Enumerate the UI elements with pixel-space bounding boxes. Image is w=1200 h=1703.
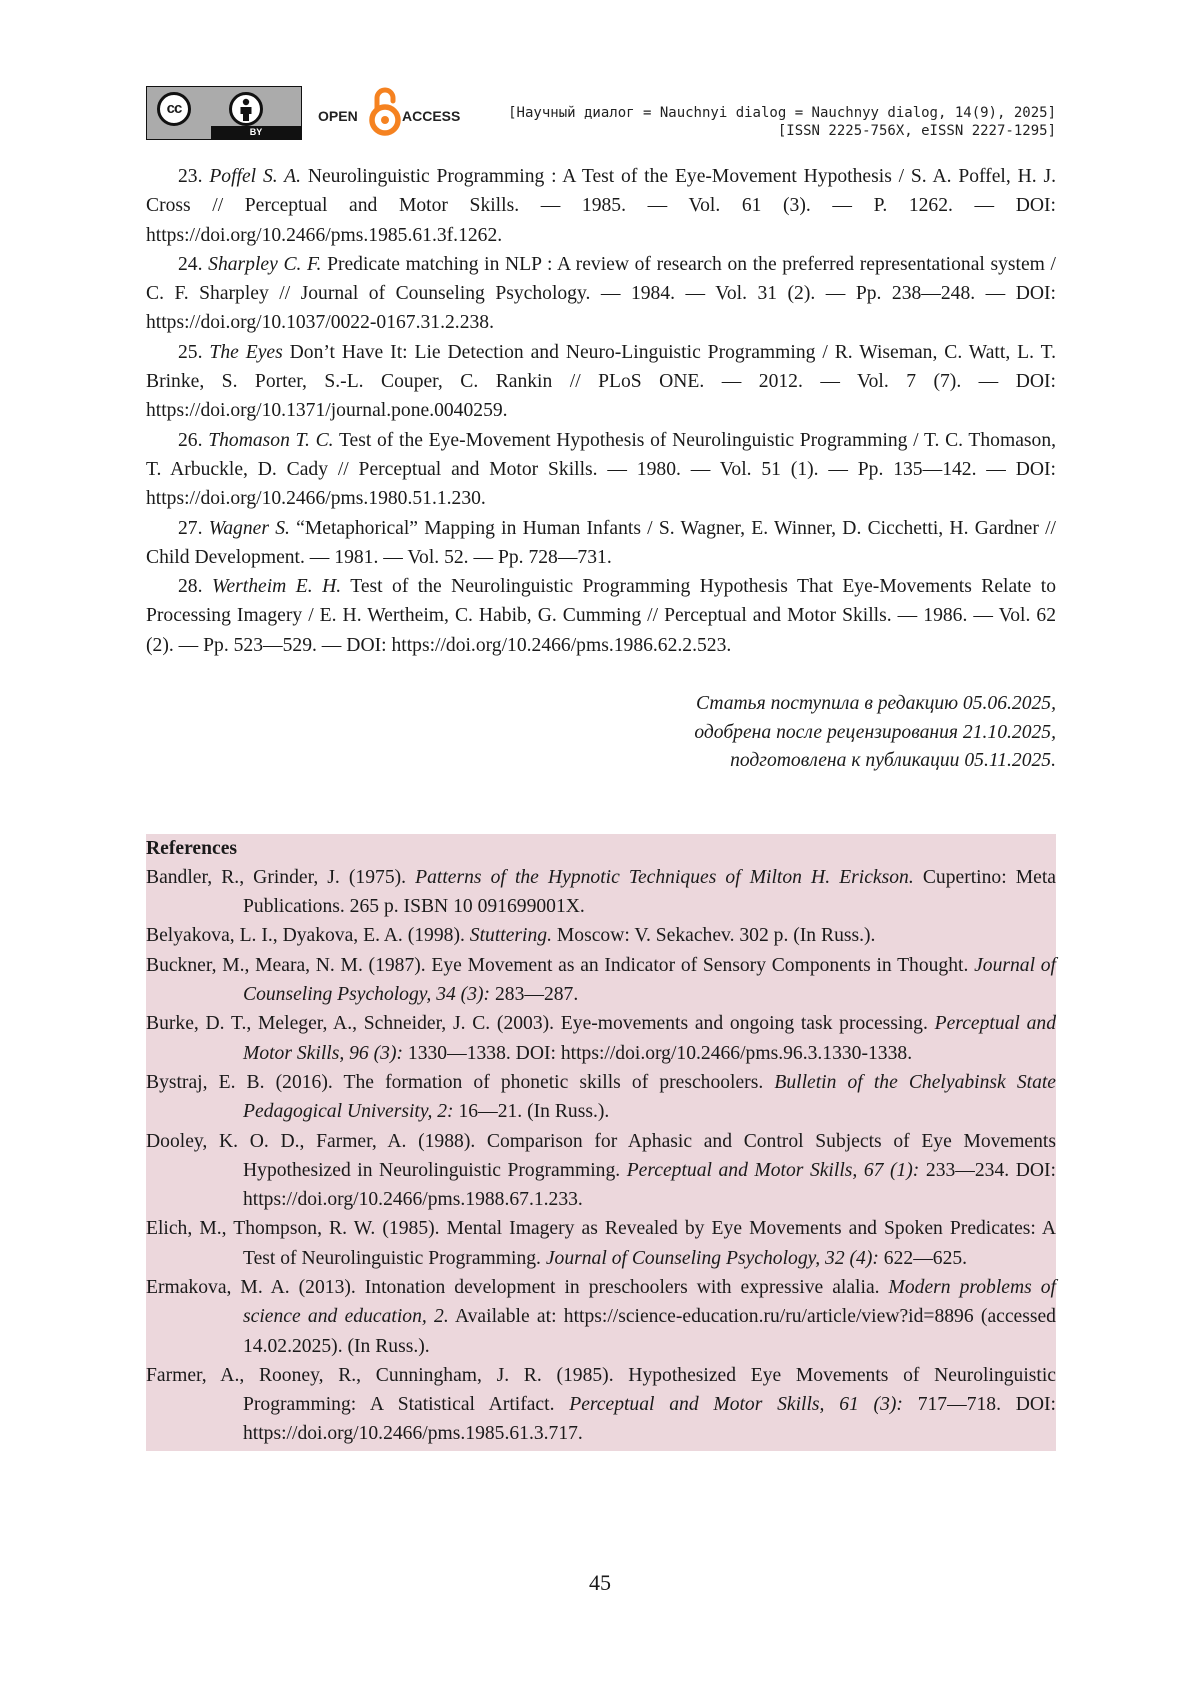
open-access-open-text: OPEN <box>318 108 358 124</box>
ref-source: Perceptual and Motor Skills, 67 (1): <box>626 1159 920 1181</box>
ref-text: Ermakova, M. A. (2013). Intonation development in preschoolers with expressive alalia. <box>146 1277 880 1298</box>
reference-item <box>146 1068 1056 1127</box>
entry-details: Predicate matching in NLP : A review of research on the preferred representational system / C. F. Sharpley // Journal of Counseling Psychology. — 1984. — Vol. 31 (2). — Pp. 238—248. — DOI: https://doi.org/10.1037/0022-0167.31.2.238. <box>146 253 1057 334</box>
entry-author: Wertheim E. H. <box>211 576 342 598</box>
bibliography-entry <box>146 426 1056 514</box>
journal-title-line: [Научный диалог = Nauchnyi dialog = Nauchnyy dialog, 14(9), 2025] <box>508 105 1056 121</box>
references-heading: References <box>146 837 238 859</box>
reference-item <box>146 1273 1056 1361</box>
reference-item <box>146 951 1056 1010</box>
ref-details: Moscow: V. Sekachev. 302 p. (In Russ.). <box>556 925 876 947</box>
reference-item <box>146 921 1056 950</box>
cc-by-license-badge[interactable] <box>146 86 302 140</box>
bibliography-entry <box>146 338 1056 426</box>
received-date: Статья поступила в редакцию 05.06.2025, <box>696 693 1056 715</box>
bibliography-entry <box>146 572 1056 660</box>
creative-commons-icon: cc <box>157 92 191 126</box>
ref-details: 233—234. DOI: https://doi.org/10.2466/pms.1988.67.1.233. <box>243 1159 1056 1211</box>
entry-details: Don’t Have It: Lie Detection and Neuro-Linguistic Programming / R. Wiseman, C. Watt, L. T. Brinke, S. Porter, S.-L. Couper, C. Rankin // PLoS ONE. — 2012. — Vol. 7 (7). — DOI: https://doi.org/10.1371/journal.pone.0040259. <box>146 341 1056 422</box>
page-header <box>146 84 1056 142</box>
entry-number: 24. <box>178 253 203 275</box>
ref-text: Farmer, A., Rooney, R., Cunningham, J. R. (1985). Hypothesized Eye Movements of Neurolinguistic Programming: A Statistical Artifact. <box>146 1364 1056 1416</box>
ref-details: 16—21. (In Russ.). <box>458 1101 610 1123</box>
entry-number: 26. <box>178 429 203 451</box>
ref-text: Burke, D. T., Meleger, A., Schneider, J. C. (2003). Eye-movements and ongoing task processing. <box>146 1013 928 1035</box>
entry-author: Thomason T. C. <box>208 429 334 451</box>
attribution-person-icon <box>229 92 263 126</box>
page-number: 45 <box>589 1570 611 1595</box>
ref-details: 283—287. <box>494 984 579 1006</box>
reference-item <box>146 863 1056 922</box>
entry-details: Test of the Neurolinguistic Programming Hypothesis That Eye-Movements Relate to Processing Imagery / E. H. Wertheim, C. Habib, G. Cumming // Perceptual and Motor Skills. — 1986. — Vol. 62 (2). — Pp. 523—529. — DOI: https://doi.org/10.2466/pms.1986.62.2.523. <box>146 576 1057 656</box>
ref-source: Perceptual and Motor Skills, 96 (3): <box>243 1013 1056 1064</box>
ref-text: Bystraj, E. B. (2016). The formation of phonetic skills of preschoolers. <box>146 1071 764 1093</box>
editorial-dates <box>146 690 1056 776</box>
entry-number: 25. <box>178 341 203 363</box>
journal-citation <box>508 104 1056 140</box>
entry-author: Wagner S. <box>208 517 290 539</box>
open-access-access-text: ACCESS <box>402 108 461 124</box>
entry-number: 23. <box>178 166 203 187</box>
ref-details: 717—718. DOI: https://doi.org/10.2466/pms.1985.61.3.717. <box>243 1394 1056 1445</box>
ref-text: Bandler, R., Grinder, J. (1975). <box>146 866 407 888</box>
open-lock-icon <box>368 86 402 138</box>
by-label: BY <box>249 127 263 137</box>
reference-item <box>146 1127 1056 1215</box>
ref-source: Stuttering. <box>469 925 552 947</box>
ref-text: Elich, M., Thompson, R. W. (1985). Mental Imagery as Revealed by Eye Movements and Spoken Predicates: A Test of Neurolinguistic Programming. <box>146 1218 1056 1269</box>
bibliography-entry <box>146 162 1056 250</box>
bibliography-list <box>146 162 1056 660</box>
reference-item <box>146 1361 1056 1449</box>
ref-source: Bulletin of the Chelyabinsk State Pedagogical University, 2: <box>243 1071 1057 1123</box>
bibliography-entry <box>146 514 1056 573</box>
ref-details: Cupertino: Meta Publications. 265 p. ISBN 10 091699001X. <box>243 866 1056 918</box>
ref-source: Journal of Counseling Psychology, 34 (3): <box>243 954 1056 1006</box>
ref-text: Buckner, M., Meara, N. M. (1987). Eye Movement as an Indicator of Sensory Components in Thought. <box>146 954 969 976</box>
approved-date: одобрена после рецензирования 21.10.2025, <box>694 721 1056 743</box>
reference-item <box>146 1009 1056 1068</box>
ref-source: Modern problems of science and education, 2. <box>243 1277 1056 1328</box>
entry-details: “Metaphorical” Mapping in Human Infants / S. Wagner, E. Winner, D. Cicchetti, H. Gardner // Child Development. — 1981. — Vol. 52. — Pp. 728—731. <box>146 517 1056 568</box>
ref-details: 1330—1338. DOI: https://doi.org/10.2466/pms.96.3.1330-1338. <box>407 1042 913 1064</box>
ref-details: 622—625. <box>883 1247 968 1269</box>
references-section <box>146 834 1056 1451</box>
entry-number: 27. <box>178 517 203 539</box>
bibliography-entry <box>146 250 1056 338</box>
ref-text: Dooley, K. O. D., Farmer, A. (1988). Comparison for Aphasic and Control Subjects of Eye Movements Hypothesized in Neurolinguistic Programming. <box>146 1130 1056 1181</box>
entry-author: Sharpley C. F. <box>208 253 322 275</box>
ref-source: Patterns of the Hypnotic Techniques of Milton H. Erickson. <box>415 866 914 888</box>
entry-number: 28. <box>178 576 203 598</box>
entry-author: Poffel S. A. <box>209 166 301 187</box>
ref-source: Journal of Counseling Psychology, 32 (4): <box>545 1247 879 1269</box>
reference-item <box>146 1214 1056 1273</box>
entry-author: The Eyes <box>209 341 283 363</box>
ref-source: Perceptual and Motor Skills, 61 (3): <box>569 1394 903 1416</box>
entry-details: Neurolinguistic Programming : A Test of the Eye-Movement Hypothesis / S. A. Poffel, H. J. Cross // Perceptual and Motor Skills. — 1985. — Vol. 61 (3). — P. 1262. — DOI: https://doi.org/10.2466/pms.1985.61.3f.1262. <box>146 166 1056 246</box>
page-content <box>146 84 1056 1451</box>
entry-details: Test of the Eye-Movement Hypothesis of Neurolinguistic Programming / T. C. Thomason, T. Arbuckle, D. Cady // Perceptual and Motor Skills. — 1980. — Vol. 51 (1). — Pp. 135—142. — DOI: https://doi.org/10.2466/pms.1980.51.1.230. <box>146 429 1057 510</box>
ref-text: Belyakova, L. I., Dyakova, E. A. (1998). <box>146 925 465 947</box>
ref-details: Available at: https://science-education.ru/ru/article/view?id=8896 (accessed 14.02.2025). (In Russ.). <box>243 1306 1056 1357</box>
open-access-logo[interactable] <box>318 86 478 140</box>
issn-line: [ISSN 2225-756X, eISSN 2227-1295] <box>777 123 1056 139</box>
prepared-date: подготовлена к публикации 05.11.2025. <box>730 750 1056 772</box>
